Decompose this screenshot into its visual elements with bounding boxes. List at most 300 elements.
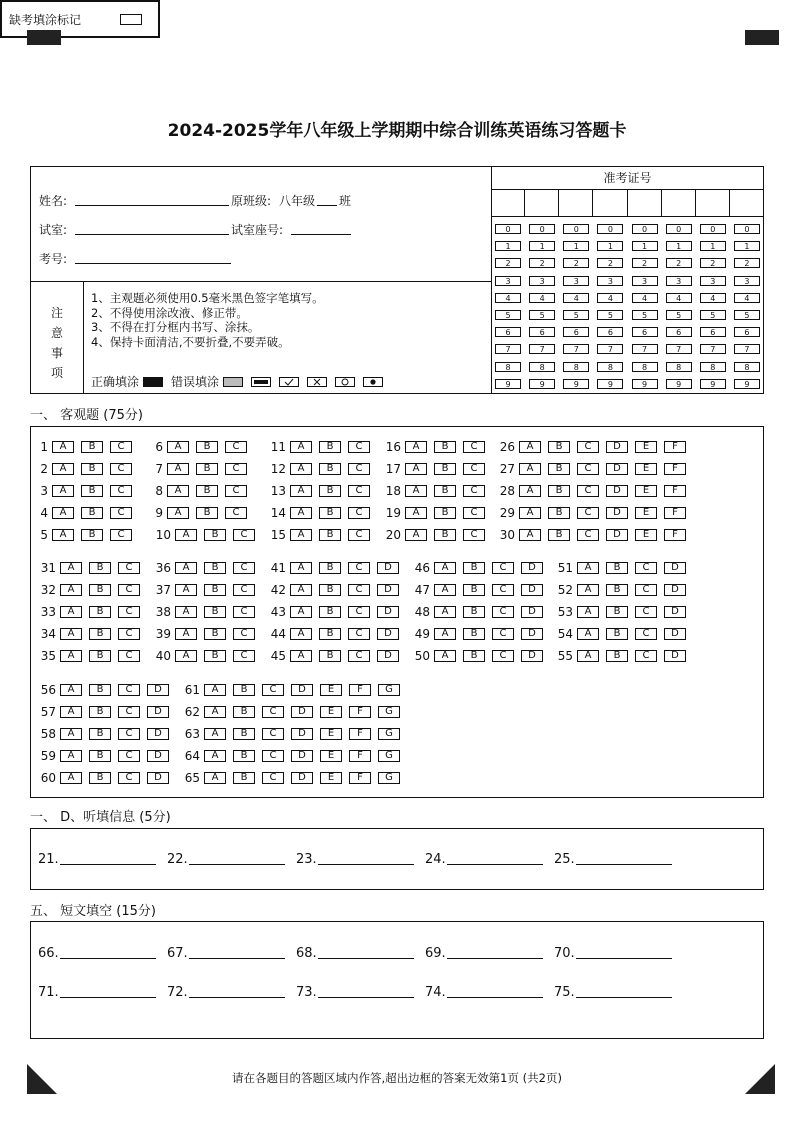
option-bubble[interactable]: B <box>434 463 456 475</box>
blank-line[interactable] <box>189 958 285 959</box>
option-bubble[interactable]: A <box>405 441 427 453</box>
exam-digit-bubble[interactable]: 0 <box>495 224 521 234</box>
exam-digit-bubble[interactable]: 2 <box>734 258 760 268</box>
option-bubble[interactable]: E <box>320 728 342 740</box>
exam-digit-bubble[interactable]: 6 <box>529 327 555 337</box>
exam-digit-bubble[interactable]: 4 <box>529 293 555 303</box>
exam-digit-bubble[interactable]: 6 <box>563 327 589 337</box>
option-bubble[interactable]: C <box>492 628 514 640</box>
exam-digit-bubble[interactable]: 9 <box>563 379 589 389</box>
option-bubble[interactable]: B <box>434 441 456 453</box>
option-bubble[interactable]: A <box>577 650 599 662</box>
exam-digit-bubble[interactable]: 5 <box>563 310 589 320</box>
exam-digit-bubble[interactable]: 0 <box>700 224 726 234</box>
option-bubble[interactable]: C <box>225 463 247 475</box>
option-bubble[interactable]: A <box>434 606 456 618</box>
option-bubble[interactable]: B <box>606 562 628 574</box>
option-bubble[interactable]: D <box>147 772 169 784</box>
option-bubble[interactable]: A <box>577 628 599 640</box>
exam-digit-bubble[interactable]: 2 <box>666 258 692 268</box>
fill-blank[interactable] <box>554 852 672 867</box>
option-bubble[interactable]: C <box>233 584 255 596</box>
exam-digit-cell[interactable] <box>593 189 627 217</box>
option-bubble[interactable]: A <box>519 507 541 519</box>
exam-digit-bubble[interactable]: 5 <box>495 310 521 320</box>
option-bubble[interactable]: A <box>434 562 456 574</box>
option-bubble[interactable]: D <box>664 650 686 662</box>
exam-digit-cell[interactable] <box>628 189 662 217</box>
option-bubble[interactable]: C <box>492 584 514 596</box>
option-bubble[interactable]: G <box>378 772 400 784</box>
option-bubble[interactable]: A <box>175 562 197 574</box>
option-bubble[interactable]: C <box>577 485 599 497</box>
exam-digit-bubble[interactable]: 1 <box>529 241 555 251</box>
exam-digit-bubble[interactable]: 0 <box>666 224 692 234</box>
exam-digit-bubble[interactable]: 2 <box>597 258 623 268</box>
exam-digit-bubble[interactable]: 9 <box>495 379 521 389</box>
option-bubble[interactable]: A <box>60 584 82 596</box>
option-bubble[interactable]: B <box>434 529 456 541</box>
exam-digit-bubble[interactable]: 4 <box>734 293 760 303</box>
exam-digit-bubble[interactable]: 0 <box>529 224 555 234</box>
blank-line[interactable] <box>318 958 414 959</box>
option-bubble[interactable]: B <box>204 529 226 541</box>
option-bubble[interactable]: B <box>81 507 103 519</box>
option-bubble[interactable]: D <box>606 507 628 519</box>
option-bubble[interactable]: D <box>377 628 399 640</box>
exam-digit-bubble[interactable]: 3 <box>597 276 623 286</box>
option-bubble[interactable]: C <box>262 772 284 784</box>
option-bubble[interactable]: A <box>52 485 74 497</box>
option-bubble[interactable]: C <box>577 463 599 475</box>
exam-digit-bubble[interactable]: 5 <box>666 310 692 320</box>
option-bubble[interactable]: B <box>89 684 111 696</box>
blank-line[interactable] <box>447 997 543 998</box>
option-bubble[interactable]: B <box>89 606 111 618</box>
option-bubble[interactable]: A <box>204 772 226 784</box>
option-bubble[interactable]: C <box>110 507 132 519</box>
option-bubble[interactable]: B <box>89 706 111 718</box>
option-bubble[interactable]: A <box>60 628 82 640</box>
option-bubble[interactable]: B <box>606 628 628 640</box>
exam-digit-bubble[interactable]: 8 <box>597 362 623 372</box>
exam-digit-bubble[interactable]: 0 <box>563 224 589 234</box>
option-bubble[interactable]: D <box>664 606 686 618</box>
option-bubble[interactable]: A <box>577 584 599 596</box>
option-bubble[interactable]: C <box>348 650 370 662</box>
exam-digit-bubble[interactable]: 6 <box>734 327 760 337</box>
option-bubble[interactable]: A <box>167 507 189 519</box>
exam-digit-bubble[interactable]: 2 <box>529 258 555 268</box>
option-bubble[interactable]: G <box>378 706 400 718</box>
option-bubble[interactable]: A <box>290 606 312 618</box>
blank-line[interactable] <box>318 864 414 865</box>
option-bubble[interactable]: A <box>60 772 82 784</box>
option-bubble[interactable]: C <box>348 529 370 541</box>
exam-digit-bubble[interactable]: 6 <box>700 327 726 337</box>
fill-blank[interactable] <box>554 946 672 961</box>
fill-blank[interactable] <box>296 985 414 1000</box>
blank-line[interactable] <box>189 864 285 865</box>
option-bubble[interactable]: B <box>463 650 485 662</box>
option-bubble[interactable]: E <box>320 684 342 696</box>
option-bubble[interactable]: C <box>577 507 599 519</box>
option-bubble[interactable]: B <box>319 606 341 618</box>
exam-digit-bubble[interactable]: 0 <box>632 224 658 234</box>
exam-digit-bubble[interactable]: 2 <box>632 258 658 268</box>
option-bubble[interactable]: D <box>147 750 169 762</box>
option-bubble[interactable]: C <box>233 606 255 618</box>
exam-digit-cell[interactable] <box>559 189 593 217</box>
exam-digit-bubble[interactable]: 0 <box>734 224 760 234</box>
option-bubble[interactable]: A <box>167 463 189 475</box>
exam-digit-bubble[interactable]: 7 <box>734 344 760 354</box>
option-bubble[interactable]: F <box>349 772 371 784</box>
option-bubble[interactable]: D <box>377 584 399 596</box>
option-bubble[interactable]: B <box>319 628 341 640</box>
exam-digit-bubble[interactable]: 4 <box>666 293 692 303</box>
option-bubble[interactable]: A <box>290 485 312 497</box>
option-bubble[interactable]: G <box>378 684 400 696</box>
exam-digit-cell[interactable] <box>696 189 730 217</box>
exam-digit-bubble[interactable]: 1 <box>666 241 692 251</box>
blank-line[interactable] <box>576 958 672 959</box>
option-bubble[interactable]: C <box>348 463 370 475</box>
exam-digit-bubble[interactable]: 6 <box>632 327 658 337</box>
option-bubble[interactable]: B <box>319 650 341 662</box>
option-bubble[interactable]: B <box>548 485 570 497</box>
option-bubble[interactable]: A <box>519 441 541 453</box>
option-bubble[interactable]: D <box>147 728 169 740</box>
option-bubble[interactable]: C <box>463 529 485 541</box>
blank-line[interactable] <box>60 958 156 959</box>
option-bubble[interactable]: B <box>548 529 570 541</box>
option-bubble[interactable]: A <box>52 507 74 519</box>
exam-digit-bubble[interactable]: 3 <box>666 276 692 286</box>
option-bubble[interactable]: A <box>577 606 599 618</box>
exam-digit-bubble[interactable]: 5 <box>700 310 726 320</box>
option-bubble[interactable]: A <box>290 463 312 475</box>
option-bubble[interactable]: C <box>233 562 255 574</box>
option-bubble[interactable]: B <box>89 728 111 740</box>
option-bubble[interactable]: D <box>521 584 543 596</box>
exam-digit-bubble[interactable]: 3 <box>700 276 726 286</box>
option-bubble[interactable]: C <box>110 529 132 541</box>
exam-digit-bubble[interactable]: 8 <box>495 362 521 372</box>
blank-line[interactable] <box>447 958 543 959</box>
option-bubble[interactable]: C <box>110 485 132 497</box>
option-bubble[interactable]: D <box>291 684 313 696</box>
option-bubble[interactable]: C <box>492 650 514 662</box>
option-bubble[interactable]: B <box>89 628 111 640</box>
exam-digit-bubble[interactable]: 1 <box>632 241 658 251</box>
exam-digit-bubble[interactable]: 1 <box>597 241 623 251</box>
option-bubble[interactable]: D <box>291 772 313 784</box>
option-bubble[interactable]: C <box>635 628 657 640</box>
option-bubble[interactable]: E <box>320 706 342 718</box>
option-bubble[interactable]: A <box>204 706 226 718</box>
option-bubble[interactable]: B <box>319 463 341 475</box>
option-bubble[interactable]: F <box>664 441 686 453</box>
exam-digit-cell[interactable] <box>491 189 525 217</box>
option-bubble[interactable]: A <box>60 684 82 696</box>
option-bubble[interactable]: C <box>348 507 370 519</box>
option-bubble[interactable]: C <box>262 706 284 718</box>
option-bubble[interactable]: A <box>204 750 226 762</box>
exam-digit-bubble[interactable]: 9 <box>632 379 658 389</box>
exam-digit-bubble[interactable]: 7 <box>495 344 521 354</box>
option-bubble[interactable]: A <box>175 628 197 640</box>
option-bubble[interactable]: G <box>378 728 400 740</box>
option-bubble[interactable]: A <box>434 628 456 640</box>
option-bubble[interactable]: E <box>320 772 342 784</box>
exam-digit-bubble[interactable]: 1 <box>700 241 726 251</box>
option-bubble[interactable]: E <box>635 507 657 519</box>
option-bubble[interactable]: B <box>89 772 111 784</box>
option-bubble[interactable]: C <box>118 584 140 596</box>
exam-digit-bubble[interactable]: 7 <box>529 344 555 354</box>
option-bubble[interactable]: D <box>606 485 628 497</box>
option-bubble[interactable]: B <box>548 441 570 453</box>
option-bubble[interactable]: C <box>577 441 599 453</box>
blank-line[interactable] <box>60 864 156 865</box>
option-bubble[interactable]: B <box>463 584 485 596</box>
exam-digit-bubble[interactable]: 9 <box>529 379 555 389</box>
option-bubble[interactable]: B <box>89 584 111 596</box>
option-bubble[interactable]: A <box>290 529 312 541</box>
fill-blank[interactable] <box>296 852 414 867</box>
option-bubble[interactable]: B <box>463 628 485 640</box>
option-bubble[interactable]: B <box>204 584 226 596</box>
option-bubble[interactable]: E <box>635 463 657 475</box>
option-bubble[interactable]: A <box>52 441 74 453</box>
option-bubble[interactable]: A <box>175 584 197 596</box>
exam-digit-bubble[interactable]: 8 <box>529 362 555 372</box>
exam-digit-bubble[interactable]: 5 <box>734 310 760 320</box>
exam-digit-bubble[interactable]: 5 <box>632 310 658 320</box>
blank-line[interactable] <box>576 997 672 998</box>
option-bubble[interactable]: D <box>291 750 313 762</box>
option-bubble[interactable]: C <box>110 441 132 453</box>
exam-digit-cell[interactable] <box>662 189 696 217</box>
exam-digit-bubble[interactable]: 0 <box>597 224 623 234</box>
exam-digit-bubble[interactable]: 9 <box>700 379 726 389</box>
option-bubble[interactable]: B <box>196 463 218 475</box>
option-bubble[interactable]: B <box>81 485 103 497</box>
option-bubble[interactable]: F <box>664 463 686 475</box>
option-bubble[interactable]: B <box>463 606 485 618</box>
exam-digit-bubble[interactable]: 3 <box>495 276 521 286</box>
exam-digit-bubble[interactable]: 2 <box>700 258 726 268</box>
exam-digit-bubble[interactable]: 4 <box>495 293 521 303</box>
exam-digit-bubble[interactable]: 3 <box>529 276 555 286</box>
option-bubble[interactable]: D <box>521 562 543 574</box>
option-bubble[interactable]: B <box>548 463 570 475</box>
option-bubble[interactable]: E <box>635 441 657 453</box>
blank-line[interactable] <box>189 997 285 998</box>
option-bubble[interactable]: B <box>319 441 341 453</box>
option-bubble[interactable]: D <box>664 584 686 596</box>
option-bubble[interactable]: B <box>233 728 255 740</box>
option-bubble[interactable]: A <box>405 529 427 541</box>
option-bubble[interactable]: A <box>434 650 456 662</box>
option-bubble[interactable]: F <box>349 750 371 762</box>
exam-digit-bubble[interactable]: 5 <box>529 310 555 320</box>
option-bubble[interactable]: B <box>204 628 226 640</box>
option-bubble[interactable]: C <box>348 628 370 640</box>
exam-digit-bubble[interactable]: 7 <box>563 344 589 354</box>
option-bubble[interactable]: B <box>434 507 456 519</box>
option-bubble[interactable]: F <box>349 706 371 718</box>
option-bubble[interactable]: A <box>290 507 312 519</box>
option-bubble[interactable]: F <box>664 507 686 519</box>
exam-digit-bubble[interactable]: 9 <box>666 379 692 389</box>
option-bubble[interactable]: A <box>290 628 312 640</box>
option-bubble[interactable]: C <box>233 529 255 541</box>
option-bubble[interactable]: A <box>167 441 189 453</box>
option-bubble[interactable]: D <box>291 728 313 740</box>
option-bubble[interactable]: C <box>463 441 485 453</box>
option-bubble[interactable]: C <box>118 750 140 762</box>
exam-digit-bubble[interactable]: 9 <box>734 379 760 389</box>
exam-digit-bubble[interactable]: 8 <box>734 362 760 372</box>
option-bubble[interactable]: A <box>60 650 82 662</box>
option-bubble[interactable]: D <box>521 628 543 640</box>
exam-digit-bubble[interactable]: 3 <box>734 276 760 286</box>
option-bubble[interactable]: B <box>81 529 103 541</box>
exam-digit-bubble[interactable]: 5 <box>597 310 623 320</box>
option-bubble[interactable]: E <box>635 529 657 541</box>
option-bubble[interactable]: C <box>348 584 370 596</box>
blank-line[interactable] <box>576 864 672 865</box>
option-bubble[interactable]: A <box>519 463 541 475</box>
option-bubble[interactable]: B <box>204 606 226 618</box>
exam-digit-bubble[interactable]: 9 <box>597 379 623 389</box>
option-bubble[interactable]: A <box>175 529 197 541</box>
exam-digit-bubble[interactable]: 3 <box>632 276 658 286</box>
option-bubble[interactable]: A <box>405 485 427 497</box>
option-bubble[interactable]: E <box>635 485 657 497</box>
option-bubble[interactable]: B <box>204 650 226 662</box>
option-bubble[interactable]: C <box>635 650 657 662</box>
option-bubble[interactable]: A <box>290 650 312 662</box>
option-bubble[interactable]: C <box>635 606 657 618</box>
option-bubble[interactable]: C <box>118 562 140 574</box>
option-bubble[interactable]: B <box>233 684 255 696</box>
option-bubble[interactable]: D <box>377 606 399 618</box>
fill-blank[interactable] <box>425 985 543 1000</box>
option-bubble[interactable]: D <box>606 463 628 475</box>
option-bubble[interactable]: C <box>118 650 140 662</box>
option-bubble[interactable]: C <box>118 628 140 640</box>
option-bubble[interactable]: F <box>349 728 371 740</box>
exam-digit-bubble[interactable]: 4 <box>700 293 726 303</box>
option-bubble[interactable]: D <box>377 562 399 574</box>
option-bubble[interactable]: C <box>225 441 247 453</box>
option-bubble[interactable]: C <box>348 485 370 497</box>
exam-digit-bubble[interactable]: 2 <box>495 258 521 268</box>
absent-mark-bubble[interactable] <box>120 14 142 25</box>
option-bubble[interactable]: D <box>521 606 543 618</box>
option-bubble[interactable]: A <box>290 441 312 453</box>
option-bubble[interactable]: A <box>60 706 82 718</box>
exam-digit-bubble[interactable]: 6 <box>666 327 692 337</box>
option-bubble[interactable]: A <box>577 562 599 574</box>
option-bubble[interactable]: A <box>434 584 456 596</box>
option-bubble[interactable]: C <box>118 606 140 618</box>
option-bubble[interactable]: A <box>52 529 74 541</box>
option-bubble[interactable]: B <box>196 507 218 519</box>
option-bubble[interactable]: C <box>262 750 284 762</box>
option-bubble[interactable]: C <box>635 584 657 596</box>
fill-blank[interactable] <box>167 985 285 1000</box>
name-field[interactable] <box>75 205 229 206</box>
exam-digit-bubble[interactable]: 6 <box>597 327 623 337</box>
option-bubble[interactable]: D <box>606 441 628 453</box>
option-bubble[interactable]: C <box>492 606 514 618</box>
option-bubble[interactable]: A <box>52 463 74 475</box>
option-bubble[interactable]: C <box>577 529 599 541</box>
option-bubble[interactable]: B <box>233 706 255 718</box>
option-bubble[interactable]: B <box>319 562 341 574</box>
exam-digit-bubble[interactable]: 1 <box>495 241 521 251</box>
option-bubble[interactable]: D <box>147 684 169 696</box>
option-bubble[interactable]: C <box>262 684 284 696</box>
blank-line[interactable] <box>60 997 156 998</box>
exam-digit-bubble[interactable]: 8 <box>666 362 692 372</box>
fill-blank[interactable] <box>425 946 543 961</box>
option-bubble[interactable]: B <box>196 485 218 497</box>
option-bubble[interactable]: A <box>60 750 82 762</box>
option-bubble[interactable]: D <box>606 529 628 541</box>
option-bubble[interactable]: D <box>377 650 399 662</box>
option-bubble[interactable]: B <box>319 485 341 497</box>
option-bubble[interactable]: A <box>519 485 541 497</box>
option-bubble[interactable]: B <box>548 507 570 519</box>
option-bubble[interactable]: A <box>175 650 197 662</box>
fill-blank[interactable] <box>554 985 672 1000</box>
option-bubble[interactable]: C <box>463 507 485 519</box>
option-bubble[interactable]: B <box>606 584 628 596</box>
fill-blank[interactable] <box>425 852 543 867</box>
exam-digit-bubble[interactable]: 2 <box>563 258 589 268</box>
option-bubble[interactable]: A <box>519 529 541 541</box>
option-bubble[interactable]: C <box>225 485 247 497</box>
option-bubble[interactable]: B <box>463 562 485 574</box>
option-bubble[interactable]: A <box>405 507 427 519</box>
option-bubble[interactable]: B <box>233 772 255 784</box>
option-bubble[interactable]: C <box>118 728 140 740</box>
option-bubble[interactable]: B <box>81 441 103 453</box>
option-bubble[interactable]: C <box>463 463 485 475</box>
fill-blank[interactable] <box>38 852 156 867</box>
option-bubble[interactable]: C <box>233 650 255 662</box>
seat-field[interactable] <box>291 234 351 235</box>
option-bubble[interactable]: B <box>196 441 218 453</box>
option-bubble[interactable]: A <box>204 728 226 740</box>
option-bubble[interactable]: C <box>463 485 485 497</box>
option-bubble[interactable]: C <box>110 463 132 475</box>
option-bubble[interactable]: E <box>320 750 342 762</box>
exam-digit-bubble[interactable]: 7 <box>597 344 623 354</box>
option-bubble[interactable]: C <box>348 606 370 618</box>
option-bubble[interactable]: B <box>89 562 111 574</box>
exam-digit-bubble[interactable]: 7 <box>666 344 692 354</box>
exam-digit-cell[interactable] <box>525 189 559 217</box>
option-bubble[interactable]: A <box>60 606 82 618</box>
option-bubble[interactable]: D <box>521 650 543 662</box>
exam-digit-bubble[interactable]: 4 <box>632 293 658 303</box>
